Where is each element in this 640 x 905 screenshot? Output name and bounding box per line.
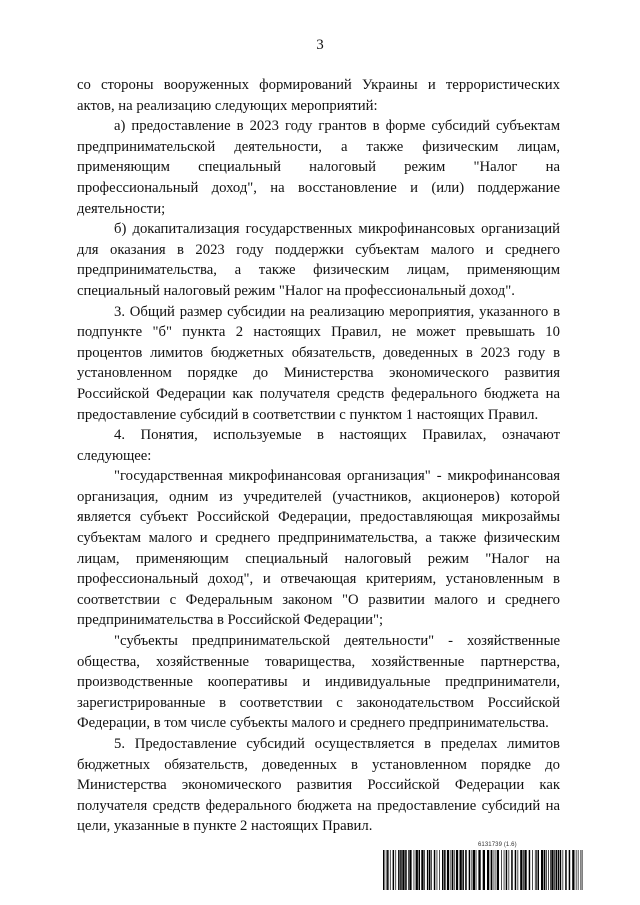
paragraph-point-4: 4. Понятия, используемые в настоящих Правилах, означают следующее: [77, 427, 560, 464]
paragraph-subpoint-b: б) докапитализация государственных микрофинансовых организаций для оказания в 2023 году поддержки субъектам малого и среднего предпринимательства, а также физическим лицам, применяющим специальный налоговый режим "Налог на профессиональный доход". [77, 221, 560, 299]
document-body [77, 75, 560, 837]
document-code: 6131739 (1.6) [478, 842, 517, 848]
paragraph-point-3: 3. Общий размер субсидии на реализацию мероприятия, указанного в подпункте "б" пункта 2 настоящих Правил, не может превышать 10 процентов лимитов бюджетных обязательств, доведенных в 2023 году в установленном порядке до Министерства экономического развития Российской Федерации как получателя средств федерального бюджета на предоставление субсидий в соответствии с пунктом 1 настоящих Правил. [77, 303, 560, 423]
paragraph-definition-mfo: "государственная микрофинансовая организация" - микрофинансовая организация, одним из учредителей (участников, акционеров) которой является субъект Российской Федерации, предоставляющая микрозаймы субъектам малого и среднего предпринимательства, а также физическим лицам, применяющим специальный налоговый режим "Налог на профессиональный доход", и отвечающая критериям, установленным в соответствии с Федеральным законом "О развитии малого и среднего предпринимательства в Российской Федерации"; [77, 468, 560, 629]
paragraph-subpoint-a: а) предоставление в 2023 году грантов в форме субсидий субъектам предпринимательской деятельности, а также физическим лицам, применяющим специальный налоговый режим "Налог на профессиональный доход", на восстановление и (или) поддержание деятельности; [77, 118, 560, 217]
barcode-icon [383, 850, 583, 890]
page-number: 3 [316, 37, 324, 53]
paragraph-continuation: со стороны вооруженных формирований Украины и террористических актов, на реализацию следующих мероприятий: [77, 77, 560, 114]
paragraph-definition-entities: "субъекты предпринимательской деятельности" - хозяйственные общества, хозяйственные товарищества, хозяйственные партнерства, производственные кооперативы и индивидуальные предприниматели, зарегистрированные в соответствии с законодательством Российской Федерации, в том числе субъекты малого и среднего предпринимательства. [77, 633, 560, 732]
paragraph-point-5: 5. Предоставление субсидий осуществляется в пределах лимитов бюджетных обязательств, доведенных в установленном порядке до Министерства экономического развития Российской Федерации как получателя средств федерального бюджета на предоставление субсидий на цели, указанные в пункте 2 настоящих Правил. [77, 736, 560, 835]
